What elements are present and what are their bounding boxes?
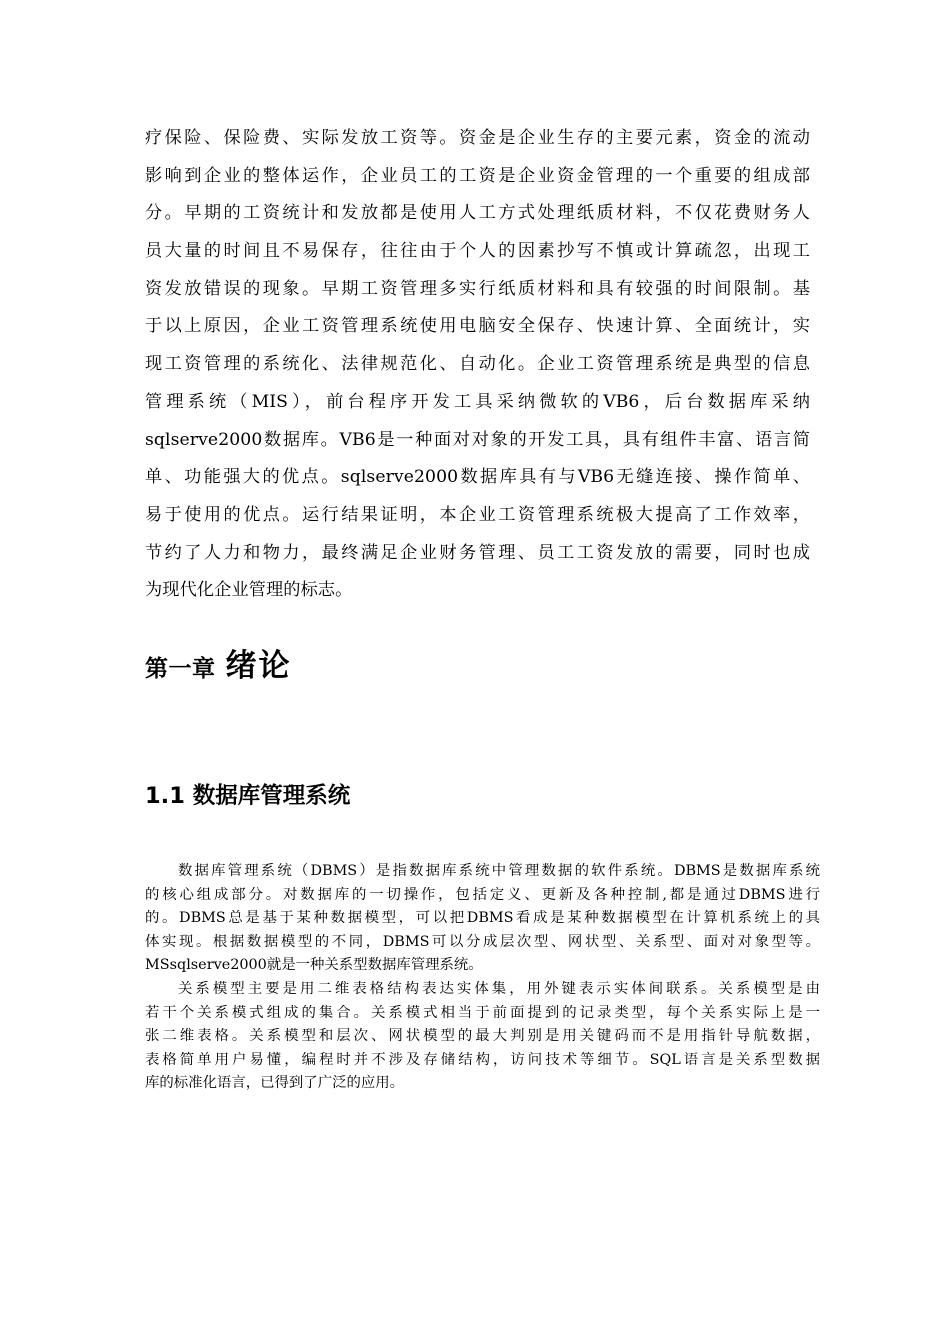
intro-line: 员大量的时间且不易保存，往往由于个人的因素抄写不慎或计算疏忽，出现工 (145, 241, 810, 262)
chapter-number: 第一章 (145, 656, 216, 682)
chapter-name: 绪论 (225, 648, 292, 684)
intro-line: 资发放错误的现象。早期工资管理多实行纸质材料和具有较强的时间限制。基 (145, 278, 810, 299)
intro-line: 管理系统（MIS），前台程序开发工具采纳微软的VB6，后台数据库采纳 (145, 391, 810, 412)
section-heading: 1.1 数据库管理系统 (145, 783, 351, 809)
section-body (145, 860, 820, 1096)
body-line: 若干个关系模式组成的集合。关系模式相当于前面提到的记录类型，每个关系实际上是一 (145, 1004, 820, 1021)
intro-line: 影响到企业的整体运作，企业员工的工资是企业资金管理的一个重要的组成部 (145, 165, 810, 186)
body-line: 数据库管理系统（DBMS）是指数据库系统中管理数据的软件系统。DBMS是数据库系统 (178, 863, 820, 879)
intro-line: 为现代化企业管理的标志。 (145, 580, 353, 601)
intro-line: 节约了人力和物力，最终满足企业财务管理、员工工资发放的需要，同时也成 (145, 542, 810, 563)
chapter-heading (145, 640, 292, 685)
intro-line: 疗保险、保险费、实际发放工资等。资金是企业生存的主要元素，资金的流动 (145, 128, 810, 148)
body-line: 的核心组成部分。对数据库的一切操作，包括定义、更新及各种控制,都是通过DBMS进行 (145, 886, 820, 903)
intro-line: 现工资管理的系统化、法律规范化、自动化。企业工资管理系统是典型的信息 (145, 354, 810, 375)
intro-paragraph (145, 120, 810, 610)
intro-line: 分。早期的工资统计和发放都是使用人工方式处理纸质材料，不仅花费财务人 (145, 203, 810, 224)
intro-line: 易于使用的优点。运行结果证明，本企业工资管理系统极大提高了工作效率， (145, 504, 810, 525)
intro-line: 单、功能强大的优点。sqlserve2000数据库具有与VB6无缝连接、操作简单、 (145, 467, 810, 488)
body-line: 的。DBMS总是基于某种数据模型，可以把DBMS看成是某种数据模型在计算机系统上的具 (145, 910, 820, 927)
intro-line: sqlserve2000数据库。VB6是一种面对对象的开发工具，具有组件丰富、语言简 (145, 429, 810, 450)
body-line: 库的标准化语言，已得到了广泛的应用。 (145, 1075, 405, 1092)
body-line: MSsqlserve2000就是一种关系型数据库管理系统。 (145, 957, 483, 974)
intro-line: 于以上原因，企业工资管理系统使用电脑安全保存、快速计算、全面统计，实 (145, 316, 810, 337)
body-line: 体实现。根据数据模型的不同，DBMS可以分成层次型、网状型、关系型、面对对象型等。 (145, 933, 820, 950)
body-line: 张二维表格。关系模型和层次、网状模型的最大判别是用关键码而不是用指针导航数据， (145, 1028, 820, 1045)
body-line: 关系模型主要是用二维表格结构表达实体集，用外键表示实体间联系。关系模型是由 (178, 980, 820, 997)
body-line: 表格简单用户易懂，编程时并不涉及存储结构，访问技术等细节。SQL语言是关系型数据 (145, 1051, 820, 1068)
